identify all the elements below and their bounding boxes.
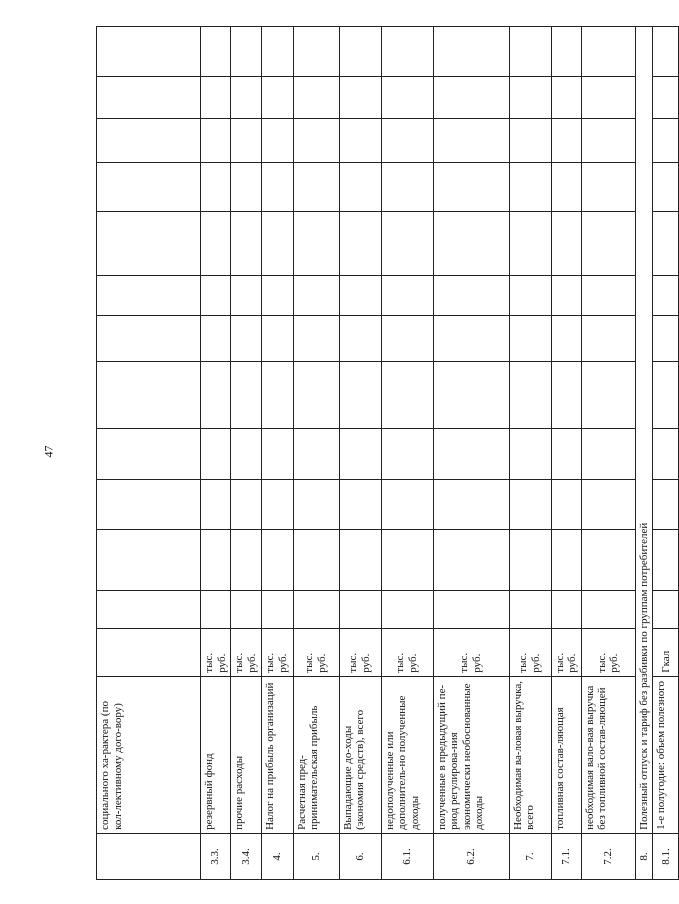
value-cell	[551, 530, 581, 591]
value-cell	[201, 163, 231, 211]
page-number: 47	[41, 445, 56, 458]
value-cell	[97, 77, 201, 119]
value-cell	[231, 163, 261, 211]
value-cell	[293, 429, 339, 479]
value-cell	[581, 27, 635, 77]
value-cell	[509, 530, 551, 591]
value-cell	[509, 362, 551, 429]
value-cell	[509, 429, 551, 479]
row-unit	[97, 628, 201, 676]
section-heading: Полезный отпуск и тариф без разбивки по группам потребителей	[635, 27, 653, 834]
value-cell	[261, 119, 293, 163]
value-cell	[201, 362, 231, 429]
value-cell	[97, 27, 201, 77]
value-cell	[653, 27, 679, 77]
value-cell	[433, 163, 509, 211]
row-name: полученные в предыдущий пе-риод регулирова-ния экономически необоснованные доходы	[433, 676, 509, 833]
row-name: 1-е полугодие: объем полезного	[653, 676, 679, 833]
value-cell	[231, 362, 261, 429]
value-cell	[201, 429, 231, 479]
row-number: 4.	[261, 833, 293, 879]
table-row	[581, 27, 635, 880]
value-cell	[293, 119, 339, 163]
value-cell	[509, 77, 551, 119]
value-cell	[201, 590, 231, 628]
value-cell	[433, 119, 509, 163]
value-cell	[581, 276, 635, 316]
value-cell	[381, 211, 433, 276]
value-cell	[261, 163, 293, 211]
row-name: Необходимая ва-ловая выручка, всего	[509, 676, 551, 833]
value-cell	[231, 530, 261, 591]
value-cell	[97, 163, 201, 211]
value-cell	[231, 276, 261, 316]
row-number: 8.	[635, 833, 653, 879]
value-cell	[339, 276, 381, 316]
value-cell	[581, 530, 635, 591]
value-cell	[97, 479, 201, 529]
value-cell	[433, 590, 509, 628]
value-cell	[201, 77, 231, 119]
value-cell	[261, 77, 293, 119]
value-cell	[581, 590, 635, 628]
value-cell	[653, 362, 679, 429]
value-cell	[261, 211, 293, 276]
value-cell	[293, 211, 339, 276]
value-cell	[551, 479, 581, 529]
table-row	[261, 27, 293, 880]
value-cell	[261, 530, 293, 591]
row-unit: Гкал	[653, 628, 679, 676]
row-unit: тыс. руб.	[381, 628, 433, 676]
value-cell	[433, 429, 509, 479]
value-cell	[231, 316, 261, 362]
value-cell	[509, 27, 551, 77]
value-cell	[653, 276, 679, 316]
row-name: социального ха-рактера (по кол-лективному дого-вору)	[97, 676, 201, 833]
value-cell	[581, 316, 635, 362]
value-cell	[381, 119, 433, 163]
value-cell	[97, 211, 201, 276]
value-cell	[261, 429, 293, 479]
value-cell	[231, 77, 261, 119]
value-cell	[231, 119, 261, 163]
value-cell	[381, 362, 433, 429]
value-cell	[551, 163, 581, 211]
value-cell	[653, 590, 679, 628]
table-row	[231, 27, 261, 880]
value-cell	[581, 119, 635, 163]
value-cell	[261, 316, 293, 362]
value-cell	[381, 429, 433, 479]
row-number: 6.2.	[433, 833, 509, 879]
value-cell	[551, 316, 581, 362]
value-cell	[293, 276, 339, 316]
value-cell	[261, 362, 293, 429]
value-cell	[293, 590, 339, 628]
value-cell	[339, 479, 381, 529]
value-cell	[201, 276, 231, 316]
value-cell	[339, 119, 381, 163]
value-cell	[551, 590, 581, 628]
value-cell	[201, 316, 231, 362]
value-cell	[433, 27, 509, 77]
row-unit: тыс. руб.	[201, 628, 231, 676]
row-name: Налог на прибыль организаций	[261, 676, 293, 833]
value-cell	[433, 530, 509, 591]
row-unit: тыс. руб.	[293, 628, 339, 676]
tariff-table-wrapper	[96, 26, 672, 880]
value-cell	[339, 429, 381, 479]
value-cell	[433, 362, 509, 429]
value-cell	[551, 429, 581, 479]
table-row	[509, 27, 551, 880]
value-cell	[509, 211, 551, 276]
value-cell	[231, 211, 261, 276]
row-name: топливная состав-ляющая	[551, 676, 581, 833]
table-row	[551, 27, 581, 880]
row-number: 6.	[339, 833, 381, 879]
row-number: 7.	[509, 833, 551, 879]
table-row	[653, 27, 679, 880]
value-cell	[381, 479, 433, 529]
value-cell	[433, 316, 509, 362]
value-cell	[653, 479, 679, 529]
value-cell	[231, 479, 261, 529]
value-cell	[97, 590, 201, 628]
value-cell	[551, 362, 581, 429]
value-cell	[551, 211, 581, 276]
value-cell	[201, 119, 231, 163]
value-cell	[97, 362, 201, 429]
value-cell	[551, 77, 581, 119]
tariff-table	[96, 26, 679, 880]
row-number	[97, 833, 201, 879]
row-number: 8.1.	[653, 833, 679, 879]
value-cell	[381, 530, 433, 591]
value-cell	[201, 27, 231, 77]
value-cell	[551, 27, 581, 77]
value-cell	[381, 27, 433, 77]
value-cell	[261, 27, 293, 77]
row-number: 6.1.	[381, 833, 433, 879]
row-name: Расчетная пред-принимательская прибыль	[293, 676, 339, 833]
value-cell	[653, 77, 679, 119]
value-cell	[381, 590, 433, 628]
row-name: недополученные или дополнитель-но полученные доходы	[381, 676, 433, 833]
value-cell	[381, 77, 433, 119]
value-cell	[261, 590, 293, 628]
row-unit: тыс. руб.	[551, 628, 581, 676]
value-cell	[381, 276, 433, 316]
row-number: 5.	[293, 833, 339, 879]
value-cell	[653, 211, 679, 276]
value-cell	[339, 163, 381, 211]
row-unit: тыс. руб.	[261, 628, 293, 676]
value-cell	[339, 590, 381, 628]
value-cell	[293, 77, 339, 119]
value-cell	[381, 316, 433, 362]
value-cell	[293, 479, 339, 529]
table-row	[339, 27, 381, 880]
value-cell	[293, 362, 339, 429]
row-number: 3.3.	[201, 833, 231, 879]
value-cell	[581, 77, 635, 119]
row-unit: тыс. руб.	[433, 628, 509, 676]
value-cell	[97, 530, 201, 591]
value-cell	[231, 429, 261, 479]
value-cell	[293, 530, 339, 591]
value-cell	[509, 316, 551, 362]
value-cell	[581, 163, 635, 211]
value-cell	[509, 119, 551, 163]
row-name: необходимая вало-вая выручка без топливной состав-ляющей	[581, 676, 635, 833]
value-cell	[339, 77, 381, 119]
value-cell	[339, 27, 381, 77]
value-cell	[381, 163, 433, 211]
table-row	[433, 27, 509, 880]
value-cell	[293, 316, 339, 362]
value-cell	[433, 276, 509, 316]
value-cell	[433, 479, 509, 529]
row-unit: тыс. руб.	[581, 628, 635, 676]
value-cell	[509, 590, 551, 628]
row-name: Выпадающие до-ходы (экономия средств), всего	[339, 676, 381, 833]
row-number: 3.4.	[231, 833, 261, 879]
table-row	[293, 27, 339, 880]
value-cell	[201, 479, 231, 529]
value-cell	[201, 211, 231, 276]
value-cell	[201, 530, 231, 591]
value-cell	[509, 276, 551, 316]
row-number: 7.2.	[581, 833, 635, 879]
value-cell	[339, 211, 381, 276]
value-cell	[339, 530, 381, 591]
value-cell	[653, 119, 679, 163]
value-cell	[433, 211, 509, 276]
table-row	[381, 27, 433, 880]
value-cell	[653, 316, 679, 362]
value-cell	[581, 211, 635, 276]
value-cell	[261, 276, 293, 316]
value-cell	[433, 77, 509, 119]
value-cell	[509, 163, 551, 211]
value-cell	[551, 119, 581, 163]
value-cell	[339, 316, 381, 362]
row-unit: тыс. руб.	[231, 628, 261, 676]
value-cell	[97, 429, 201, 479]
value-cell	[97, 276, 201, 316]
value-cell	[581, 362, 635, 429]
value-cell	[653, 530, 679, 591]
value-cell	[581, 479, 635, 529]
value-cell	[551, 276, 581, 316]
row-name: прочие расходы	[231, 676, 261, 833]
value-cell	[581, 429, 635, 479]
row-unit: тыс. руб.	[509, 628, 551, 676]
value-cell	[293, 27, 339, 77]
row-name: резервный фонд	[201, 676, 231, 833]
value-cell	[97, 316, 201, 362]
row-number: 7.1.	[551, 833, 581, 879]
value-cell	[293, 163, 339, 211]
table-row	[201, 27, 231, 880]
value-cell	[231, 27, 261, 77]
table-row	[97, 27, 201, 880]
value-cell	[653, 163, 679, 211]
table-row	[635, 27, 653, 880]
row-unit: тыс. руб.	[339, 628, 381, 676]
value-cell	[261, 479, 293, 529]
value-cell	[653, 429, 679, 479]
value-cell	[231, 590, 261, 628]
value-cell	[509, 479, 551, 529]
value-cell	[97, 119, 201, 163]
value-cell	[339, 362, 381, 429]
